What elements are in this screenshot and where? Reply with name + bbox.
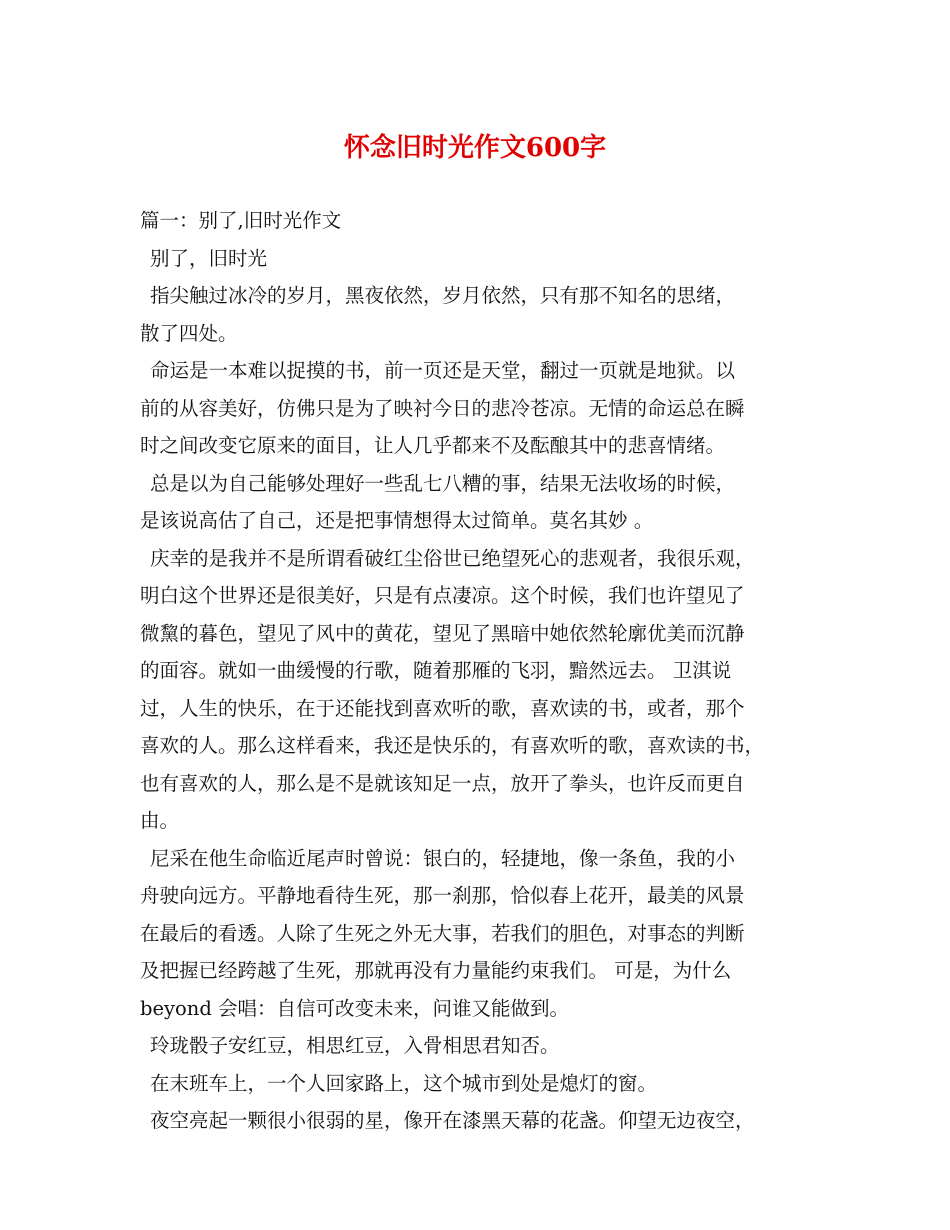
body-line: 微黧的暮色，望见了风中的黄花，望见了黑暗中她依然轮廓优美而沉静 xyxy=(140,621,745,645)
body-line: 由。 xyxy=(140,809,180,832)
document-title: 怀念旧时光作文600字 xyxy=(343,133,607,163)
body-line: 明白这个世界还是很美好，只是有点凄凉。这个时候，我们也许望见了 xyxy=(140,584,745,607)
body-line: 及把握已经跨越了生死，那就再没有力量能约束我们。 可是，为什么 xyxy=(140,959,732,982)
body-line: 玲珑骰子安红豆，相思红豆，入骨相思君知否。 xyxy=(150,1034,560,1057)
body-line: 指尖触过冰冷的岁月，黑夜依然，岁月依然，只有那不知名的思绪， xyxy=(150,284,736,307)
body-line: 是该说高估了自己，还是把事情想得太过简单。莫名其妙 。 xyxy=(140,509,654,532)
body-line: 舟驶向远方。平静地看待生死，那一刹那，恰似春上花开，最美的风景 xyxy=(140,884,745,907)
body-line: 庆幸的是我并不是所谓看破红尘俗世已绝望死心的悲观者，我很乐观， xyxy=(150,546,755,570)
body-line: 前的从容美好，仿佛只是为了映衬今日的悲冷苍凉。无情的命运总在瞬 xyxy=(140,396,745,420)
body-line: 过，人生的快乐，在于还能找到喜欢听的歌，喜欢读的书，或者，那个 xyxy=(140,696,745,720)
body-line: 夜空亮起一颗很小很弱的星，像开在漆黑天幕的花盏。仰望无边夜空， xyxy=(150,1109,755,1132)
body-line: 时之间改变它原来的面目，让人几乎都来不及酝酿其中的悲喜情绪。 xyxy=(140,434,726,457)
body-line: 篇一：别了,旧时光作文 xyxy=(140,209,342,232)
body-line: 总是以为自己能够处理好一些乱七八糟的事，结果无法收场的时候， xyxy=(150,471,736,495)
body-line: 散了四处。 xyxy=(140,321,238,345)
body-line: 尼采在他生命临近尾声时曾说：银白的，轻捷地，像一条鱼，我的小 xyxy=(150,846,736,870)
body-line: 命运是一本难以捉摸的书，前一页还是天堂，翻过一页就是地狱。以 xyxy=(150,359,736,382)
body-line: 也有喜欢的人，那么是不是就该知足一点，放开了拳头，也许反而更自 xyxy=(140,771,745,795)
body-line: 别了，旧时光 xyxy=(150,246,268,270)
body-line: beyond 会唱：自信可改变未来，问谁又能做到。 xyxy=(140,996,570,1020)
body-line: 在最后的看透。人除了生死之外无大事，若我们的胆色，对事态的判断 xyxy=(140,921,745,945)
body-line: 的面容。就如一曲缓慢的行歌，随着那雁的飞羽，黯然远去。 卫淇说 xyxy=(140,659,732,682)
document-body xyxy=(140,202,830,1140)
body-line: 喜欢的人。那么这样看来，我还是快乐的，有喜欢听的歌，喜欢读的书， xyxy=(140,734,765,757)
body-line: 在末班车上，一个人回家路上，这个城市到处是熄灯的窗。 xyxy=(150,1071,658,1095)
